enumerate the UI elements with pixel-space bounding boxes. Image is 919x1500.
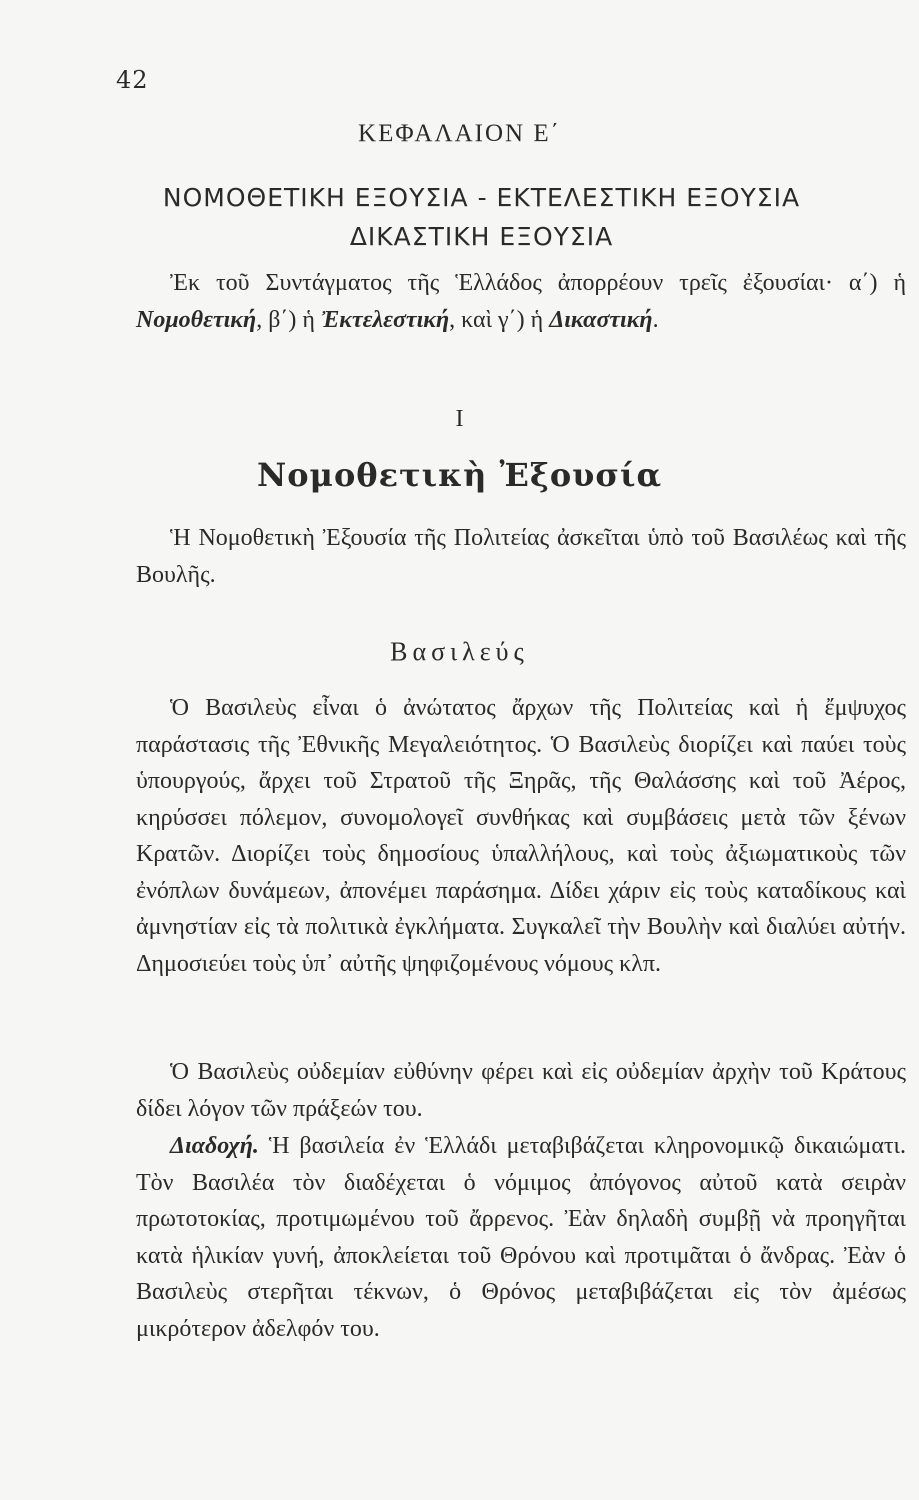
subsection-title: Βασιλεύς <box>390 637 529 666</box>
page-number: 42 <box>116 66 149 94</box>
intro-text-c: , καὶ γ΄) ἡ <box>449 306 550 333</box>
chapter-heading-line2: ΔΙΚΑΣΤΙΚΗ ΕΞΟΥΣΙΑ <box>349 222 614 251</box>
succession-paragraph <box>136 1128 906 1347</box>
section-roman-numeral: I <box>455 406 464 432</box>
chapter-heading-line1: ΝΟΜΟΘΕΤΙΚΗ ΕΞΟΥΣΙΑ - ΕΚΤΕΛΕΣΤΙΚΗ ΕΞΟΥΣΙΑ <box>162 183 801 212</box>
intro-paragraph <box>136 265 906 338</box>
king-paragraph-1: Ὁ Βασιλεὺς εἶναι ὁ ἀνώτατος ἄρχων τῆς Πολιτείας καὶ ἡ ἔμψυχος παράστασις τῆς Ἐθνικῆς Μεγαλειότητος. Ὁ Βασιλεὺς διορίζει καὶ παύει τοὺς ὑπουργούς, ἄρχει τοῦ Στρατοῦ τῆς Ξηρᾶς, τῆς Θαλάσσης καὶ τοῦ Ἀέρος, κηρύσσει πόλεμον, συνομολογεῖ συνθήκας καὶ συμβάσεις μετὰ τῶν ξένων Κρατῶν. Διορίζει τοὺς δημοσίους ὑπαλλήλους, καὶ τοὺς ἀξιωματικοὺς τῶν ἐνόπλων δυνάμεων, ἀπονέμει παράσημα. Δίδει χάριν εἰς τοὺς καταδίκους καὶ ἀμνηστίαν εἰς τὰ πολιτικὰ ἐγκλήματα. Συγκαλεῖ τὴν Βουλὴν καὶ διαλύει αὐτήν. Δημοσιεύει τοὺς ὑπ᾽ αὐτῆς ψηφιζομένους νόμους κλπ. <box>136 695 906 977</box>
intro-text-d: . <box>652 306 659 333</box>
section-title: Νομοθετικὴ Ἐξουσία <box>256 456 663 494</box>
term-legislative: Νομοθετική <box>136 306 257 333</box>
intro-text-a: Ἐκ τοῦ Συντάγματος τῆς Ἑλλάδος ἀπορρέουν τρεῖς ἐξουσίαι· α΄) ἡ <box>170 270 906 296</box>
chapter-title: ΚΕΦΑΛΑΙΟΝ Ε΄ <box>358 120 561 147</box>
term-executive: Ἐκτελεστική <box>320 306 450 333</box>
section-paragraph: Ἡ Νομοθετικὴ Ἐξουσία τῆς Πολιτείας ἀσκεῖται ὑπὸ τοῦ Βασιλέως καὶ τῆς Βουλῆς. <box>136 525 906 588</box>
intro-text-b: , β΄) ἡ <box>256 306 321 333</box>
succession-text: Ἡ βασιλεία ἐν Ἑλλάδι μεταβιβάζεται κληρονομικῷ δικαιώματι. Τὸν Βασιλέα τὸν διαδέχεται ὁ νόμιμος ἀπόγονος αὐτοῦ κατὰ σειρὰν πρωτοτοκίας, προτιμωμένου τοῦ ἄρρενος. Ἐὰν δηλαδὴ συμβῇ νὰ προηγῆται κατὰ ἡλικίαν γυνή, ἀποκλείεται τοῦ Θρόνου καὶ προτιμᾶται ὁ ἄνδρας. Ἐὰν ὁ Βασιλεὺς στερῆται τέκνων, ὁ Θρόνος μεταβιβάζεται εἰς τὸν ἀμέσως μικρότερον ἀδελφόν του. <box>136 1133 906 1342</box>
king-paragraph-2: Ὁ Βασιλεὺς οὐδεμίαν εὐθύνην φέρει καὶ εἰς οὐδεμίαν ἀρχὴν τοῦ Κράτους δίδει λόγον τῶν πράξεών του. <box>136 1059 906 1122</box>
term-judicial: Δικαστική <box>549 306 653 333</box>
succession-label: Διαδοχή. <box>170 1133 259 1159</box>
